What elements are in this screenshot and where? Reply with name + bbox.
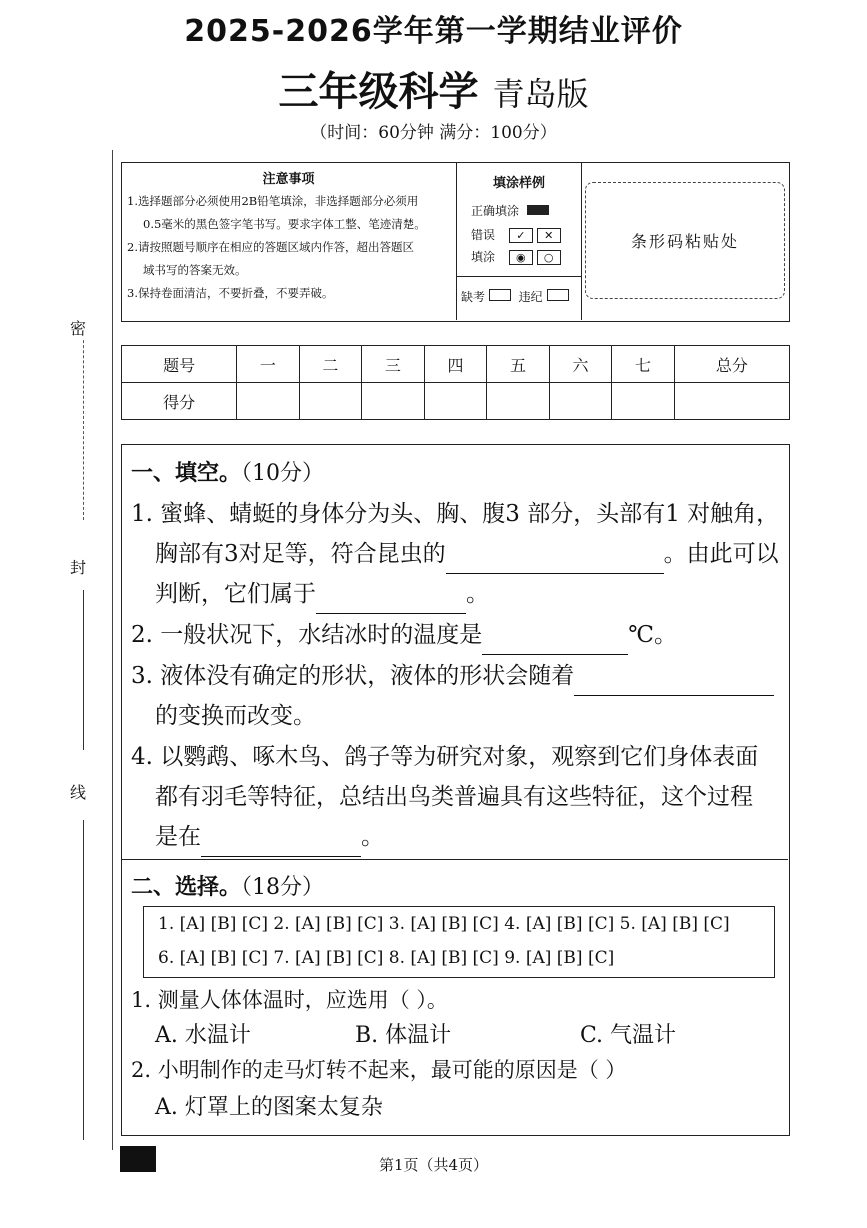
score-header-cell: 二 bbox=[299, 346, 362, 383]
page-footer: 第1页（共4页） bbox=[378, 1156, 489, 1174]
score-header-cell: 六 bbox=[549, 346, 612, 383]
s2-q1-option-a[interactable]: A. 水温计 bbox=[155, 1023, 251, 1048]
seal-char-xian: 线 bbox=[70, 780, 86, 803]
notice-item: 3.保持卷面清洁，不要折叠，不要弄破。 bbox=[127, 286, 334, 300]
choice-answer-row[interactable]: 1. [A] [B] [C] 2. [A] [B] [C] 3. [A] [B] [C] 4. [A] [B] [C] 5. [A] [B] [C] bbox=[158, 914, 730, 934]
s1-q4-text-end: 。 bbox=[361, 824, 384, 850]
s1-q3-line2: 的变换而改变。 bbox=[155, 703, 316, 729]
notice-item: 0.5毫米的黑色签字笔书写。要求字体工整、笔迹清楚。 bbox=[143, 217, 426, 231]
answer-blank[interactable] bbox=[201, 830, 361, 857]
choice-answer-grid bbox=[143, 906, 775, 978]
section1-title: 一、填空。 bbox=[131, 460, 242, 486]
section1-points: （10分） bbox=[241, 461, 325, 486]
score-cell[interactable] bbox=[362, 383, 425, 420]
seal-char-feng: 封 bbox=[70, 555, 86, 578]
s2-q1-option-c[interactable]: C. 气温计 bbox=[580, 1023, 677, 1048]
section1-heading bbox=[131, 456, 324, 487]
exam-title: 2025-2026学年第一学期结业评价 bbox=[184, 14, 683, 49]
s1-q2 bbox=[131, 615, 677, 655]
violation-label: 违纪 bbox=[518, 290, 543, 304]
score-header-row bbox=[122, 346, 790, 383]
circle-mark-icon: ○ bbox=[537, 250, 561, 265]
score-row-label: 得分 bbox=[122, 383, 237, 420]
s2-q2-option-a[interactable]: A. 灯罩上的图案太复杂 bbox=[155, 1095, 383, 1120]
section2-title: 二、选择。 bbox=[131, 874, 242, 900]
s1-q1-text-end: 。 bbox=[466, 581, 489, 607]
wrong-fill-row-2 bbox=[471, 248, 561, 265]
violation-checkbox[interactable] bbox=[547, 289, 569, 301]
absent-checkbox[interactable] bbox=[489, 289, 511, 301]
answer-blank[interactable] bbox=[446, 547, 664, 574]
notice-item: 1.选择题部分必须使用2B铅笔填涂，非选择题部分必须用 bbox=[127, 194, 419, 208]
score-cell[interactable] bbox=[549, 383, 612, 420]
score-header-cell: 七 bbox=[612, 346, 675, 383]
subject-title bbox=[0, 60, 867, 117]
s1-q1-text-end: 。由此可以 bbox=[663, 541, 779, 567]
s1-q4-line3 bbox=[155, 817, 384, 857]
answer-blank[interactable] bbox=[574, 669, 774, 696]
s2-q2: 2. 小明制作的走马灯转不起来，最可能的原因是（ ） bbox=[131, 1058, 627, 1082]
sample-divider bbox=[457, 276, 581, 277]
barcode-area: 条形码粘贴处 bbox=[585, 182, 785, 299]
score-cell[interactable] bbox=[487, 383, 550, 420]
score-header-cell: 题号 bbox=[122, 346, 237, 383]
answer-blank[interactable] bbox=[316, 587, 466, 614]
score-cell[interactable] bbox=[674, 383, 789, 420]
score-header-cell: 四 bbox=[424, 346, 487, 383]
s2-q1: 1. 测量人体体温时，应选用（ ）。 bbox=[131, 988, 448, 1012]
fill-sample-panel bbox=[457, 162, 582, 320]
absent-label: 缺考 bbox=[461, 290, 486, 304]
score-header-cell: 总分 bbox=[674, 346, 789, 383]
s1-q3-line1 bbox=[131, 656, 774, 696]
score-header-cell: 三 bbox=[362, 346, 425, 383]
wrong-fill-label: 错误 bbox=[471, 228, 496, 242]
binding-line-top bbox=[83, 330, 84, 520]
notice-panel bbox=[121, 162, 457, 320]
left-border-rule bbox=[112, 150, 113, 1150]
section2-heading bbox=[131, 870, 324, 901]
s1-q4-line2: 都有羽毛等特征，总结出鸟类普遍具有这些特征，这个过程 bbox=[155, 784, 753, 810]
section-divider bbox=[121, 859, 788, 860]
score-header-cell: 五 bbox=[487, 346, 550, 383]
s1-q1-text: 胸部有3对足等，符合昆虫的 bbox=[155, 541, 446, 567]
notice-heading: 注意事项 bbox=[262, 172, 315, 187]
s1-q1-line3 bbox=[155, 574, 489, 614]
score-row bbox=[122, 383, 790, 420]
notice-item: 域书写的答案无效。 bbox=[143, 263, 247, 277]
s1-q4-text: 是在 bbox=[155, 824, 201, 850]
s1-q2-text: 2. 一般状况下，水结冰时的温度是 bbox=[131, 622, 483, 648]
s1-q1-text: 判断，它们属于 bbox=[155, 581, 316, 607]
s1-q3-text: 3. 液体没有确定的形状，液体的形状会随着 bbox=[131, 663, 575, 689]
binding-line-mid bbox=[83, 590, 84, 750]
score-cell[interactable] bbox=[237, 383, 300, 420]
dot-mark-icon: ◉ bbox=[509, 250, 533, 265]
correct-fill-label: 正确填涂 bbox=[471, 204, 520, 218]
s1-q1-line1: 1. 蜜蜂、蜻蜓的身体分为头、胸、腹3 部分，头部有1 对触角， bbox=[131, 501, 780, 527]
notice-item: 2.请按照题号顺序在相应的答题区域内作答，超出答题区 bbox=[127, 240, 414, 254]
subject-name: 三年级科学 bbox=[278, 69, 479, 115]
s1-q1-line2 bbox=[155, 534, 779, 574]
s2-q1-option-b[interactable]: B. 体温计 bbox=[355, 1023, 452, 1048]
binding-line-bottom bbox=[83, 820, 84, 1140]
s1-q4-line1: 4. 以鹦鹉、啄木鸟、鸽子等为研究对象，观察到它们身体表面 bbox=[131, 744, 759, 770]
wrong-fill-row bbox=[471, 226, 561, 243]
score-cell[interactable] bbox=[299, 383, 362, 420]
section2-points: （18分） bbox=[241, 875, 325, 900]
check-mark-icon: ✓ bbox=[509, 228, 533, 243]
cross-mark-icon: ✕ bbox=[537, 228, 561, 243]
answer-blank[interactable] bbox=[482, 628, 628, 655]
time-info: （时间：60分钟 满分：100分） bbox=[310, 123, 557, 143]
edition-label: 青岛版 bbox=[492, 75, 589, 113]
fill-sample-heading: 填涂样例 bbox=[492, 176, 545, 191]
wrong-fill-label-2: 填涂 bbox=[471, 250, 496, 264]
score-table bbox=[121, 345, 790, 420]
seal-char-mi: 密 bbox=[70, 316, 86, 339]
score-header-cell: 一 bbox=[237, 346, 300, 383]
score-cell[interactable] bbox=[612, 383, 675, 420]
score-cell[interactable] bbox=[424, 383, 487, 420]
correct-fill-row bbox=[471, 202, 549, 219]
choice-answer-row[interactable]: 6. [A] [B] [C] 7. [A] [B] [C] 8. [A] [B] [C] 9. [A] [B] [C] bbox=[158, 948, 615, 968]
absent-violation-row bbox=[461, 288, 569, 305]
s1-q2-text-end: ℃。 bbox=[628, 622, 677, 648]
filled-mark-icon bbox=[527, 205, 549, 215]
